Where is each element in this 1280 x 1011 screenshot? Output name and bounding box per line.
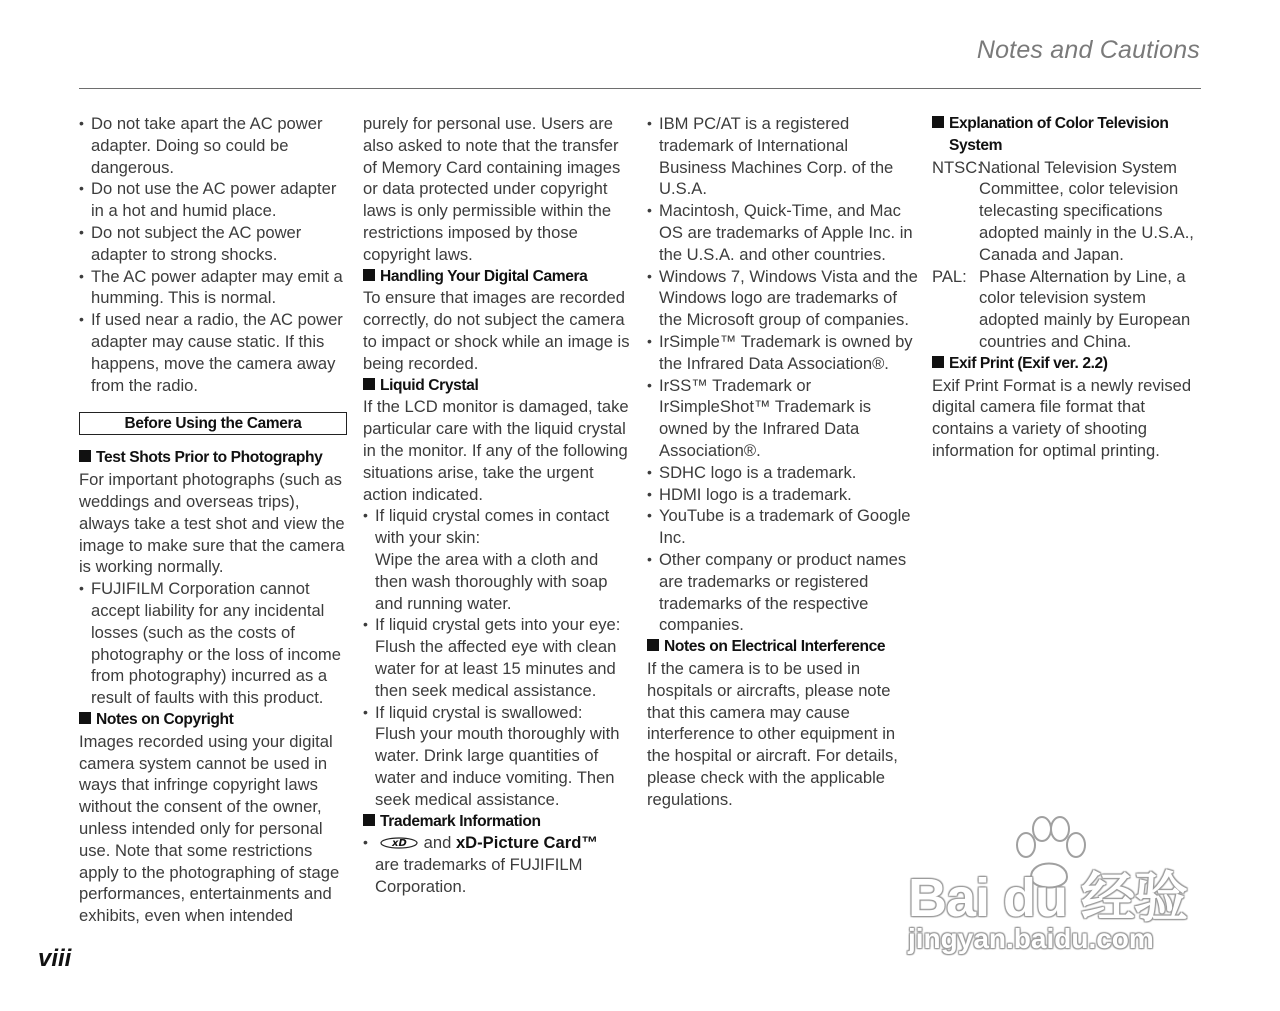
definition-term: PAL: xyxy=(932,266,967,286)
electrical-body: If the camera is to be used in hospitals or aircrafts, please note that this camera may cause interference to other equipment in the hospital or aircraft. For details, please check with the applicable regulations. xyxy=(647,658,898,809)
section-heading xyxy=(932,353,1204,375)
trademark-list-item: • SDHC logo is a trademark. xyxy=(647,462,919,484)
trademark-list-item: • Other company or product names are trademarks or registered trademarks of the respective companies. xyxy=(647,549,919,636)
liquid-condition: • If liquid crystal is swallowed: xyxy=(375,702,583,722)
test-shots-heading: Test Shots Prior to Photography xyxy=(96,449,323,467)
definition-row xyxy=(932,266,1204,353)
liquid-condition: • If liquid crystal gets into your eye: xyxy=(375,615,621,635)
section-heading xyxy=(79,709,351,731)
liquid-item xyxy=(363,702,635,811)
page-header-title: Notes and Cautions xyxy=(976,36,1200,64)
color-tv-heading-line2: System xyxy=(949,136,1003,154)
trademark-list-item: • IrSimple™ Trademark is owned by the Infrared Data Association®. xyxy=(647,331,919,375)
liquid-crystal-heading: Liquid Crystal xyxy=(380,376,479,394)
liquid-item xyxy=(363,614,635,701)
xd-picture-card-logo-icon xyxy=(379,835,419,851)
square-bullet-icon xyxy=(932,116,944,128)
trademark-bullet xyxy=(363,832,635,897)
copyright-heading: Notes on Copyright xyxy=(96,710,234,728)
watermark-sub-text: jingyan.baidu.com xyxy=(908,923,1154,954)
section-heading xyxy=(647,636,919,658)
ac-bullet: • Do not take apart the AC power adapter. Doing so could be dangerous. xyxy=(79,113,351,178)
column-2 xyxy=(363,113,635,898)
trademark-and: and xyxy=(423,833,452,853)
section-heading xyxy=(363,375,635,397)
trademark-list-item: • Windows 7, Windows Vista and the Windows logo are trademarks of the Microsoft group of companies. xyxy=(647,266,919,331)
ac-bullet: • Do not use the AC power adapter in a hot and humid place. xyxy=(79,178,351,222)
section-heading xyxy=(79,447,351,469)
definition-desc: National Television System Committee, color television telecasting specifications adopted mainly in the U.S.A., Canada and Japan. xyxy=(979,157,1194,264)
section-heading xyxy=(363,811,635,833)
definition-term: NTSC: xyxy=(932,157,982,177)
ac-bullet: • The AC power adapter may emit a humming. This is normal. xyxy=(79,266,351,310)
handling-heading: Handling Your Digital Camera xyxy=(380,267,588,285)
square-bullet-icon xyxy=(647,639,659,651)
square-bullet-icon xyxy=(363,378,375,390)
column-4 xyxy=(932,113,1204,462)
square-bullet-icon xyxy=(79,712,91,724)
section-heading xyxy=(363,266,635,288)
square-bullet-icon xyxy=(363,269,375,281)
exif-body: Exif Print Format is a newly revised digital camera file format that contains a variety of shooting information for optimal printing. xyxy=(932,375,1192,460)
color-tv-heading: Explanation of Color Television xyxy=(949,115,1169,132)
test-shots-bullet: • FUJIFILM Corporation cannot accept liability for any incidental losses (such as the costs of photography or the loss of income from photography) incurred as a result of faults with this product. xyxy=(79,578,351,709)
trademark-list-item: • HDMI logo is a trademark. xyxy=(647,484,919,506)
section-heading xyxy=(932,113,1204,135)
test-shots-body: For important photographs (such as weddings and overseas trips), always take a test shot and view the image to make sure that the camera is working normally. xyxy=(79,470,345,577)
header-rule xyxy=(79,88,1201,89)
trademark-list-item: • IrSS™ Trademark or IrSimpleShot™ Trademark is owned by the Infrared Data Association®. xyxy=(647,375,919,462)
copyright-continued: purely for personal use. Users are also asked to note that the transfer of Memory Card containing images or data protected under copyright laws is only permissible within the restrictions imposed by those copyright laws. xyxy=(363,114,621,264)
trademark-rest: are trademarks of FUJIFILM Corporation. xyxy=(375,855,583,896)
electrical-heading: Notes on Electrical Interference xyxy=(664,638,886,656)
liquid-item xyxy=(363,505,635,614)
definition-row xyxy=(932,157,1204,266)
square-bullet-icon xyxy=(363,814,375,826)
liquid-condition: • If liquid crystal comes in contact with your skin: xyxy=(375,506,610,548)
trademark-list-item: • YouTube is a trademark of Google Inc. xyxy=(647,505,919,549)
ac-bullet: • Do not subject the AC power adapter to strong shocks. xyxy=(79,222,351,266)
trademark-list-item: • Macintosh, Quick-Time, and Mac OS are trademarks of Apple Inc. in the U.S.A. and other countries. xyxy=(647,200,919,265)
square-bullet-icon xyxy=(932,356,944,368)
handling-body: To ensure that images are recorded correctly, do not subject the camera to impact or shock while an image is being recorded. xyxy=(363,288,630,373)
copyright-body: Images recorded using your digital camera system cannot be used in ways that infringe copyright laws without the consent of the owner, unless intended only for personal use. Note that some restrictions apply to the photographing of stage performances, entertainments and exhibits, even when intended xyxy=(79,731,340,926)
ac-bullet: • If used near a radio, the AC power adapter may cause static. If this happens, move the camera away from the radio. xyxy=(79,309,351,396)
xd-picture-card-name: xD-Picture Card™ xyxy=(455,833,598,853)
xd-logo-text: • xD xyxy=(392,838,407,850)
exif-heading: Exif Print (Exif ver. 2.2) xyxy=(949,354,1108,372)
liquid-crystal-body: If the LCD monitor is damaged, take particular care with the liquid crystal in the monitor. If any of the following situations arise, take the urgent action indicated. xyxy=(363,397,629,504)
square-bullet-icon xyxy=(79,450,91,462)
definition-desc: Phase Alternation by Line, a color television system adopted mainly by European countries and China. xyxy=(979,266,1191,351)
column-1 xyxy=(79,113,351,927)
column-3 xyxy=(647,113,919,811)
page-number: viii xyxy=(38,945,72,972)
baidu-watermark xyxy=(908,815,1208,975)
before-using-camera-box: Before Using the Camera xyxy=(79,412,347,435)
trademark-heading: Trademark Information xyxy=(380,812,541,830)
liquid-action: Flush your mouth thoroughly with water. Drink large quantities of water and induce vomiting. Then seek medical assistance. xyxy=(375,724,620,809)
watermark-main-text: Bai du 经验 xyxy=(908,868,1188,928)
liquid-action: Flush the affected eye with clean water for at least 15 minutes and then seek medical assistance. xyxy=(375,637,617,700)
liquid-action: Wipe the area with a cloth and then wash thoroughly with soap and running water. xyxy=(375,549,608,613)
trademark-list-item: • IBM PC/AT is a registered trademark of International Business Machines Corp. of the U.S.A. xyxy=(647,113,919,200)
